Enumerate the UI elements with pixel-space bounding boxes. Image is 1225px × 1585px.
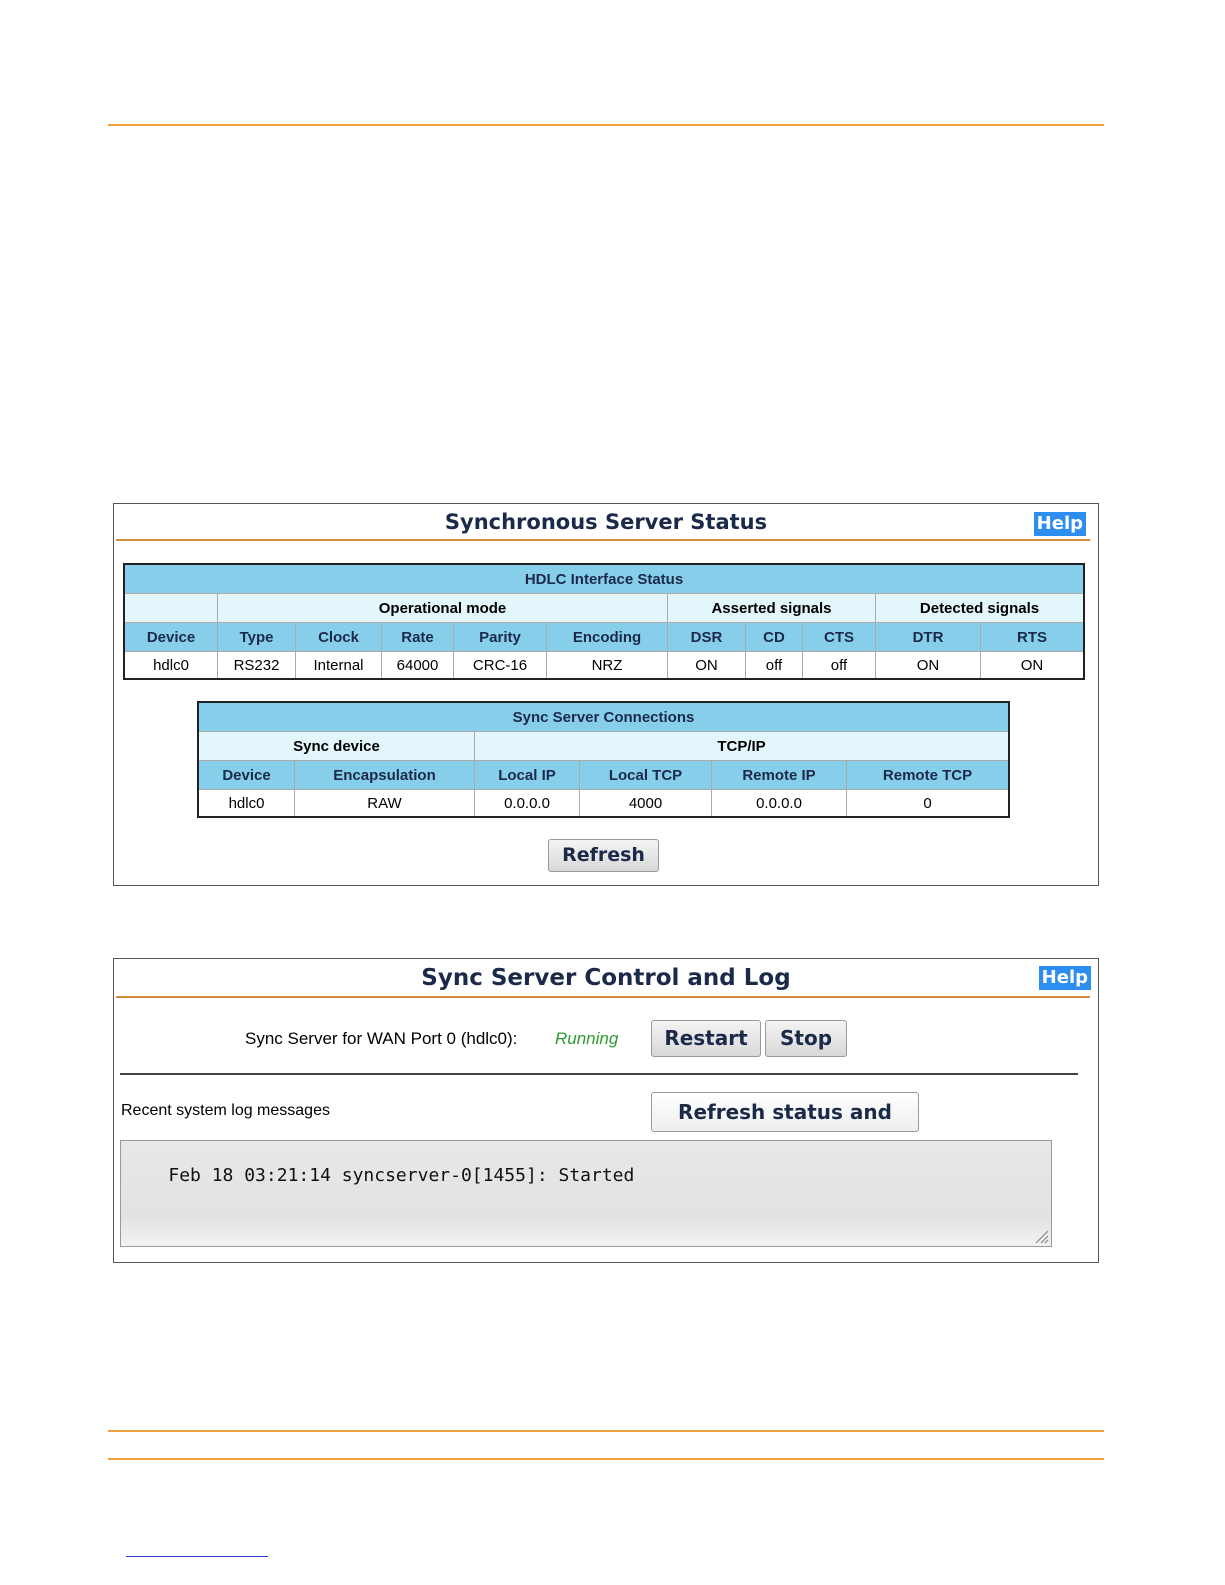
footer-rule-upper — [108, 1430, 1104, 1432]
table-row — [198, 790, 1009, 818]
hdlc-cell-parity: CRC-16 — [454, 652, 547, 680]
hdlc-header-cd: CD — [746, 623, 803, 652]
hdlc-group-asserted-signals: Asserted signals — [668, 594, 876, 623]
header-rule — [108, 124, 1104, 126]
hdlc-header-type: Type — [218, 623, 296, 652]
refresh-button[interactable]: Refresh — [548, 839, 659, 872]
hdlc-header-rts: RTS — [981, 623, 1085, 652]
connections-cell-local-ip: 0.0.0.0 — [475, 790, 580, 818]
status-help-button[interactable]: Help — [1034, 512, 1086, 536]
connections-cell-remote-tcp: 0 — [847, 790, 1010, 818]
connections-group-tcpip: TCP/IP — [475, 732, 1010, 761]
hdlc-group-detected-signals: Detected signals — [876, 594, 1085, 623]
hdlc-header-cts: CTS — [803, 623, 876, 652]
sync-server-connections-table — [197, 701, 1010, 818]
connections-cell-device: hdlc0 — [198, 790, 295, 818]
log-messages-label: Recent system log messages — [121, 1102, 330, 1119]
connections-cell-local-tcp: 4000 — [580, 790, 712, 818]
footer-rule-lower — [108, 1458, 1104, 1460]
connections-header-local-tcp: Local TCP — [580, 761, 712, 790]
hdlc-table-caption: HDLC Interface Status — [124, 564, 1084, 594]
resize-grip-icon[interactable] — [1031, 1226, 1049, 1244]
control-panel-title: Sync Server Control and Log — [421, 965, 791, 991]
hdlc-cell-rate: 64000 — [382, 652, 454, 680]
log-text: Feb 18 03:21:14 syncserver-0[1455]: Started — [168, 1165, 635, 1186]
hdlc-group-operational-mode: Operational mode — [218, 594, 668, 623]
hdlc-header-encoding: Encoding — [547, 623, 668, 652]
status-title-underline — [116, 539, 1090, 541]
control-title-underline — [116, 996, 1090, 998]
connections-cell-remote-ip: 0.0.0.0 — [712, 790, 847, 818]
hdlc-header-dsr: DSR — [668, 623, 746, 652]
sync-server-control-panel — [113, 958, 1099, 1263]
connections-header-encapsulation: Encapsulation — [295, 761, 475, 790]
connections-cell-encapsulation: RAW — [295, 790, 475, 818]
connections-header-remote-ip: Remote IP — [712, 761, 847, 790]
hdlc-group-blank — [124, 594, 218, 623]
table-row — [124, 652, 1084, 680]
server-port-label: Sync Server for WAN Port 0 (hdlc0): — [245, 1029, 518, 1048]
connections-header-device: Device — [198, 761, 295, 790]
refresh-status-and-logs-button[interactable]: Refresh status and — [651, 1092, 919, 1132]
hdlc-cell-cd: off — [746, 652, 803, 680]
connections-table-caption: Sync Server Connections — [198, 702, 1009, 732]
hdlc-header-dtr: DTR — [876, 623, 981, 652]
hdlc-interface-status-table — [123, 563, 1085, 680]
hdlc-cell-clock: Internal — [296, 652, 382, 680]
hdlc-header-parity: Parity — [454, 623, 547, 652]
hdlc-cell-encoding: NRZ — [547, 652, 668, 680]
hdlc-cell-type: RS232 — [218, 652, 296, 680]
section-divider — [120, 1073, 1078, 1075]
hdlc-cell-dtr: ON — [876, 652, 981, 680]
hdlc-header-clock: Clock — [296, 623, 382, 652]
restart-button[interactable]: Restart — [651, 1020, 761, 1057]
log-textarea[interactable] — [120, 1140, 1052, 1247]
stop-button[interactable]: Stop — [765, 1020, 847, 1057]
control-help-button[interactable]: Help — [1039, 966, 1091, 990]
hdlc-cell-device: hdlc0 — [124, 652, 218, 680]
sync-server-status-panel — [113, 503, 1099, 886]
hdlc-header-device: Device — [124, 623, 218, 652]
hdlc-cell-cts: off — [803, 652, 876, 680]
hdlc-header-rate: Rate — [382, 623, 454, 652]
connections-header-local-ip: Local IP — [475, 761, 580, 790]
server-status-text: Running — [555, 1029, 619, 1048]
connections-group-sync-device: Sync device — [198, 732, 475, 761]
connections-header-remote-tcp: Remote TCP — [847, 761, 1010, 790]
hdlc-cell-rts: ON — [981, 652, 1085, 680]
status-panel-title: Synchronous Server Status — [444, 510, 768, 534]
footer-link-underline — [126, 1556, 268, 1557]
hdlc-cell-dsr: ON — [668, 652, 746, 680]
